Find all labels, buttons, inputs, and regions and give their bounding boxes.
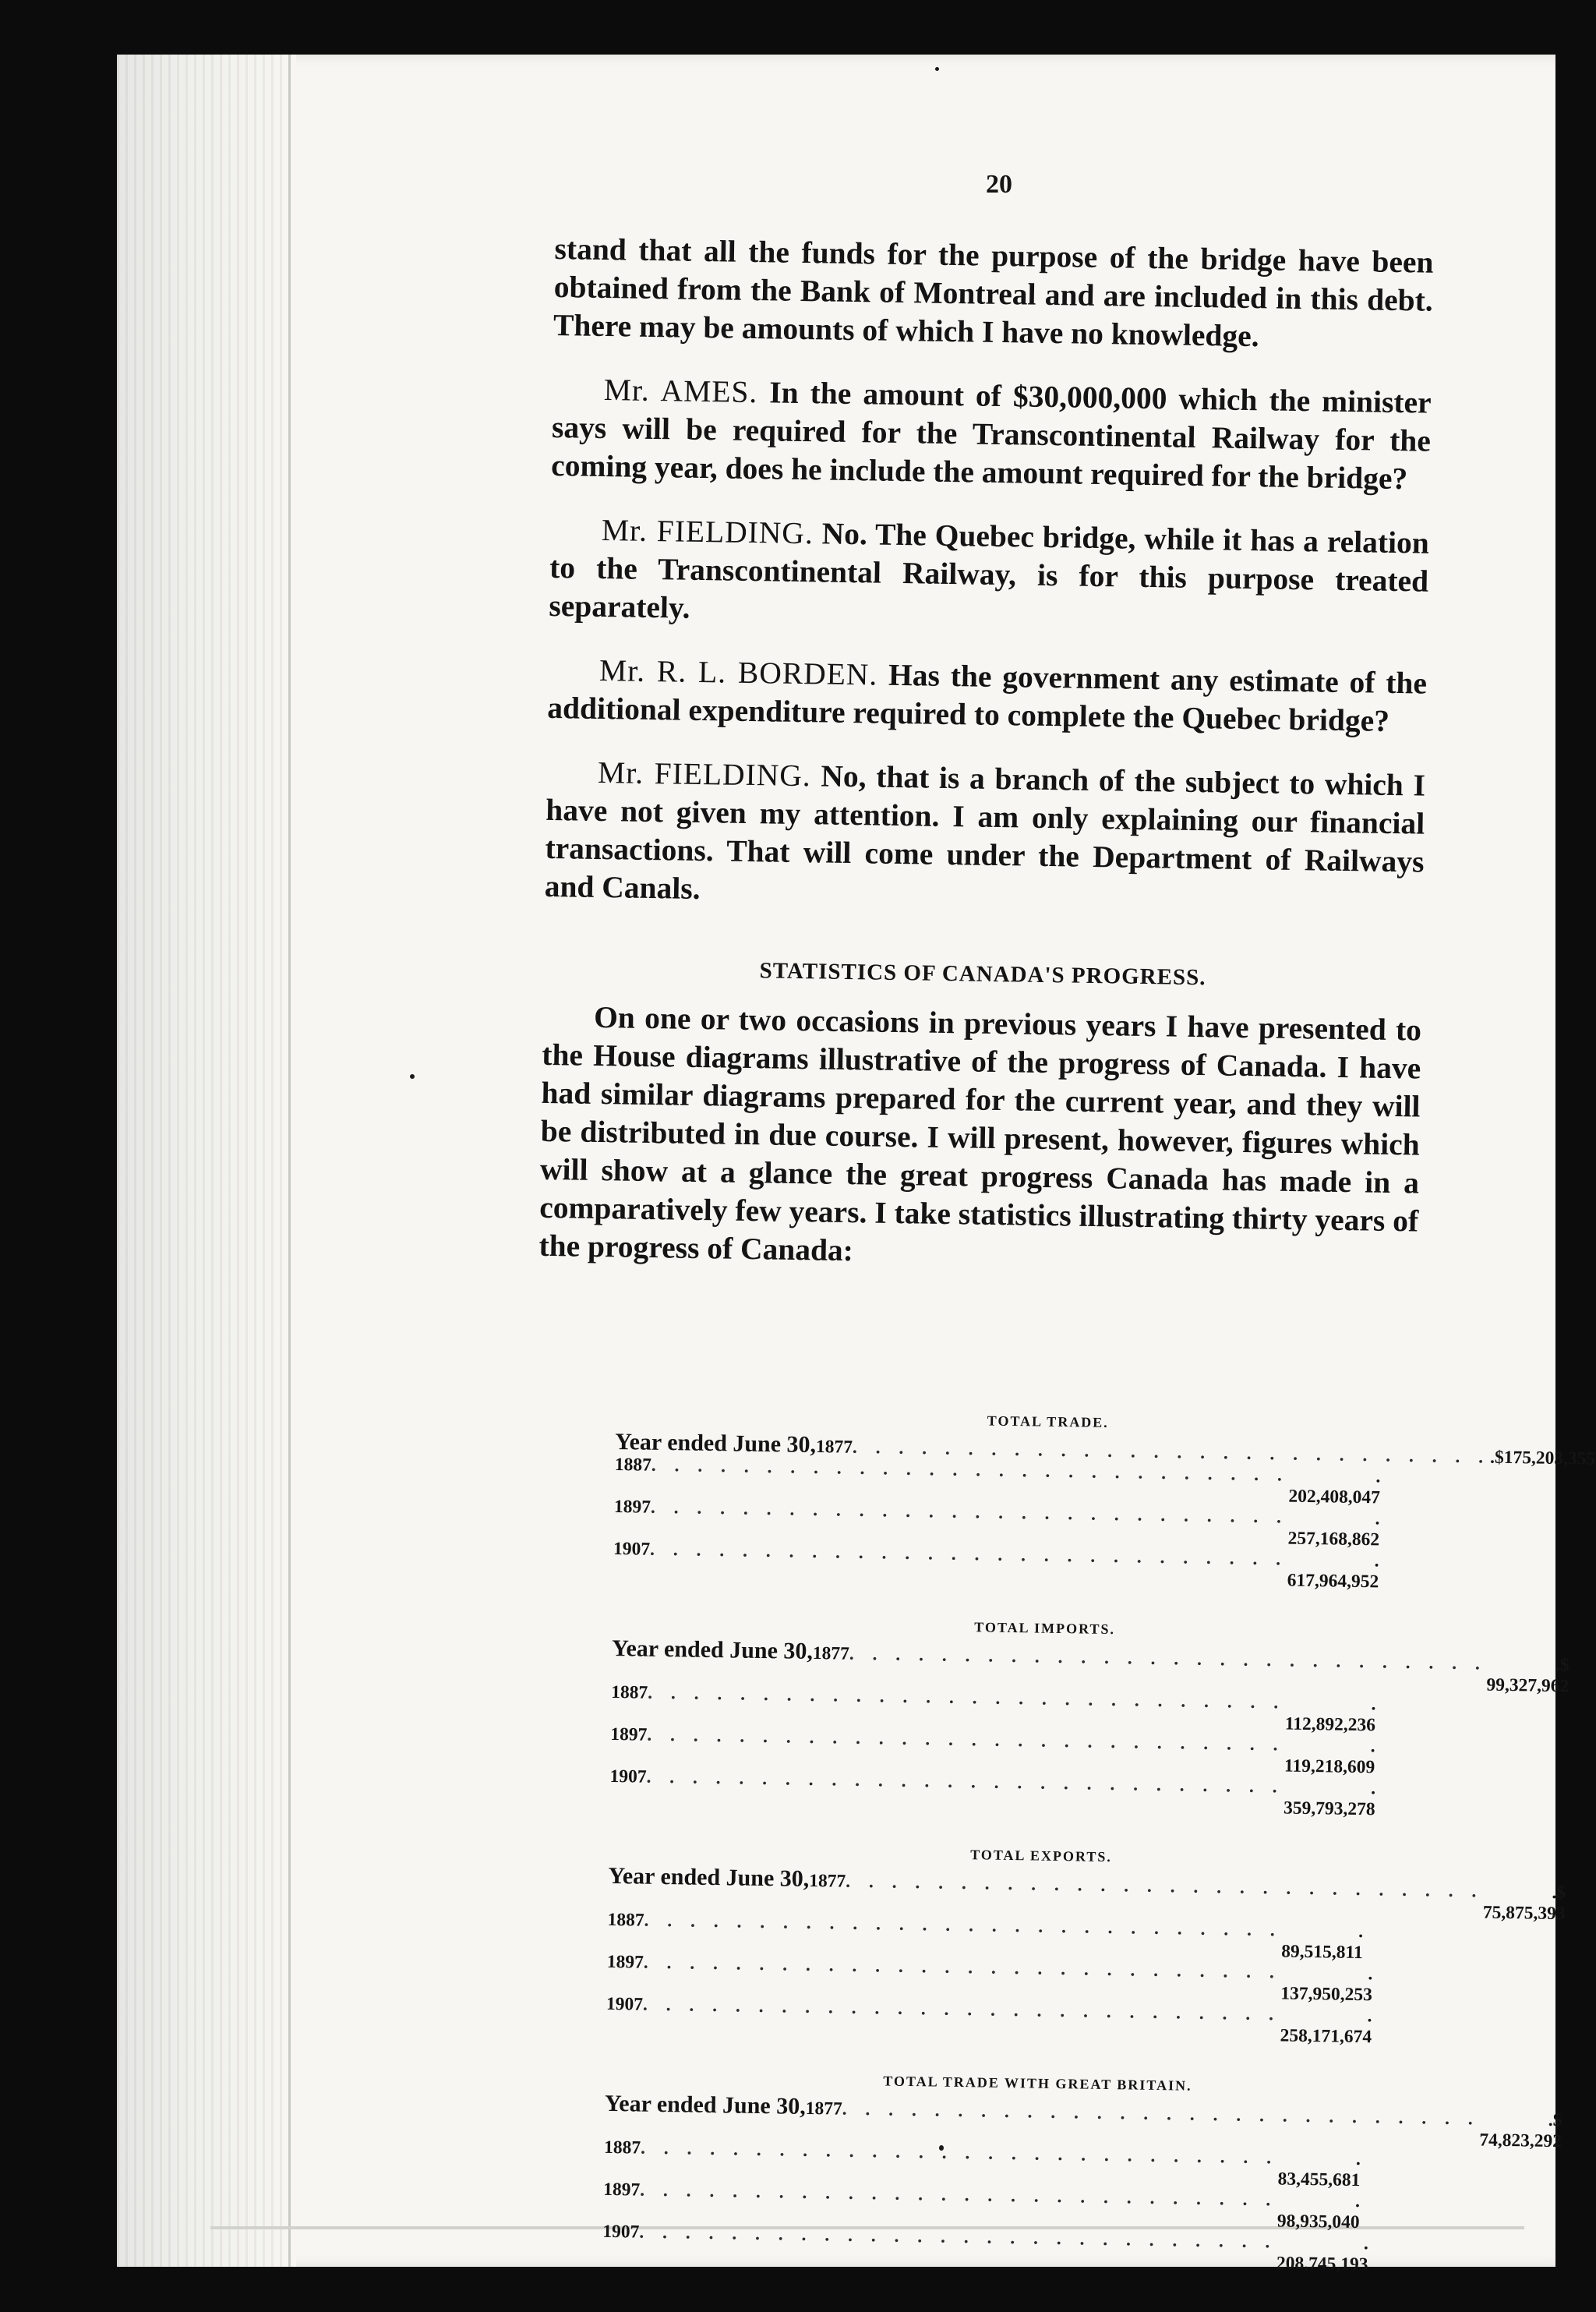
row-value: . 112,892,236 (1284, 1694, 1376, 1736)
table-title: TOTAL EXPORTS. (970, 1847, 1113, 1865)
row-label: Year ended June 30, (608, 1862, 810, 1892)
leader-dots: . . . . . . . . . . . . . . . . . . . . . . . . . . . . (646, 1766, 1284, 1798)
row-year: 1877 (805, 2098, 842, 2119)
row-value: . 83,455,681 (1277, 2149, 1361, 2191)
leader-dots: . . . . . . . . . . . . . . . . . . . . . . . . . . . . (640, 2137, 1279, 2169)
row-year: 1907 (602, 2221, 640, 2243)
row-year: 1887 (603, 2137, 641, 2158)
leader-dots: . . . . . . . . . . . . . . . . . . . . . . . . . . . . (642, 1994, 1281, 2025)
row-label: Year ended June 30, (604, 2090, 807, 2119)
table-total-trade (613, 1407, 1596, 1593)
intro-paragraph: On one or two occasions in previous years I have presented to the House diagrams illustrative of the progress of Canada. I have had similar diagrams prepared for the current year, and they will be distributed in due course. I will present, however, figures which will show at a glance the great progress Canada has made in a comparatively few years. I take statistics illustrating thirty years of the progress of Canada: (538, 999, 1422, 1268)
row-year: 1887 (607, 1909, 644, 1931)
paragraph-1 (551, 370, 1432, 499)
row-year: 1907 (609, 1766, 647, 1787)
row-year: 1887 (611, 1681, 648, 1703)
row-year: 1877 (815, 1437, 853, 1458)
table-title: TOTAL TRADE WITH GREAT BRITAIN. (883, 2073, 1192, 2094)
row-value: . 119,218,609 (1284, 1736, 1375, 1778)
row-value: . 257,168,862 (1287, 1508, 1380, 1550)
speaker-name: Mr. FIELDING. (597, 755, 812, 794)
row-value: . 202,408,047 (1288, 1466, 1381, 1508)
row-value: .$ 75,875,393 (1482, 1882, 1566, 1925)
leader-dots: . . . . . . . . . . . . . . . . . . . . . . . . . . . . (650, 1497, 1289, 1528)
row-year: 1897 (613, 1496, 651, 1518)
section-heading: STATISTICS OF CANADA'S PROGRESS. (759, 958, 1206, 991)
row-year: 1877 (809, 1870, 846, 1892)
print-speck (410, 1074, 415, 1079)
row-year: 1897 (606, 1951, 644, 1973)
row-value: . 89,515,811 (1281, 1921, 1364, 1964)
row-value: . 98,935,040 (1276, 2191, 1361, 2233)
leader-dots: . . . . . . . . . . . . . . . . . . . . . . . . . . . . (649, 1539, 1288, 1570)
row-value: . 208,745,193 (1276, 2233, 1369, 2275)
leader-dots: . . . . . . . . . . . . . . . . . . . . . . . . . . . . (852, 1437, 1491, 1468)
leader-dots: . . . . . . . . . . . . . . . . . . . . . . . . . . . . (648, 1682, 1286, 1713)
leader-dots: . . . . . . . . . . . . . . . . . . . . . . . . . . . . (639, 2222, 1277, 2253)
row-year: 1907 (613, 1538, 651, 1560)
speaker-name: Mr. R. L. BORDEN. (598, 652, 878, 692)
paragraph-0 (553, 230, 1434, 359)
row-value: .$ 99,327,962 (1486, 1654, 1570, 1697)
leader-dots: . . . . . . . . . . . . . . . . . . . . . . . . . . . . (849, 1643, 1488, 1674)
leader-dots: . . . . . . . . . . . . . . . . . . . . . . . . . . . . (647, 1724, 1285, 1755)
page-fold-line (288, 55, 291, 2267)
row-label: Year ended June 30, (611, 1635, 814, 1665)
stacked-page-edges (117, 55, 296, 2267)
paragraph-text: stand that all the funds for the purpose of the bridge have been obtained from the Bank of Montreal and are included in this debt. There may be amounts of which I have no knowledge. (553, 231, 1434, 354)
leader-dots: . . . . . . . . . . . . . . . . . . . . . . . . . . . . (644, 1910, 1282, 1941)
paragraph-text: In the amount of $30,000,000 which the minister says will be required for the Transcontinental Railway for the coming year, does he include the amount required for the bridge? (550, 375, 1432, 497)
row-year: 1897 (610, 1723, 648, 1745)
table-title: TOTAL IMPORTS. (974, 1619, 1116, 1638)
row-year: 1887 (614, 1454, 652, 1476)
row-value: .$175,203,355 (1489, 1447, 1596, 1469)
statistics-tables (602, 1407, 1596, 2308)
speaker-name: Mr. FIELDING. (601, 512, 814, 551)
row-value: . 137,950,253 (1280, 1964, 1373, 2006)
leader-dots: . . . . . . . . . . . . . . . . . . . . . . . . . . . . (640, 2179, 1278, 2211)
page-number: 20 (986, 170, 1012, 199)
leader-dots: . . . . . . . . . . . . . . . . . . . . . . . . . . . . (643, 1952, 1282, 1983)
row-value: . 617,964,952 (1287, 1550, 1379, 1593)
row-year: 1897 (603, 2179, 641, 2201)
table-title: TOTAL TRADE. (987, 1412, 1109, 1430)
print-speck (935, 67, 939, 71)
paragraph-text: No, that is a branch of the subject to which I have not given my attention. I am only explaining our financial transactions. That will come under the Department of Railways and Canals. (544, 758, 1426, 907)
body-text (538, 230, 1434, 1305)
row-year: 1907 (606, 1993, 644, 2015)
row-value: .$ 74,823,292 (1479, 2109, 1562, 2152)
paragraph-3 (547, 651, 1427, 741)
row-year: 1877 (812, 1643, 850, 1664)
row-value: . 359,793,278 (1283, 1778, 1376, 1820)
leader-dots: . . . . . . . . . . . . . . . . . . . . . . . . . . . . (846, 1871, 1484, 1902)
paragraph-text: Has the government any estimate of the additional expenditure required to complete the Quebec bridge? (547, 657, 1428, 738)
leader-dots: . . . . . . . . . . . . . . . . . . . . . . . . . . . . (842, 2098, 1480, 2130)
speaker-name: Mr. AMES. (603, 373, 758, 410)
row-value: . 258,171,674 (1280, 2006, 1372, 2048)
row-label: Year ended June 30, (615, 1428, 817, 1458)
paragraph-2 (549, 511, 1429, 639)
table-total-imports (609, 1614, 1570, 1820)
paragraph-text: No. The Quebec bridge, while it has a relation to the Transcontinental Railway, is for this purpose treated separately. (549, 516, 1430, 625)
table-total-exports (606, 1841, 1566, 2048)
table-trade-great-britain (602, 2069, 1562, 2275)
paragraph-4 (544, 753, 1425, 920)
leader-dots: . . . . . . . . . . . . . . . . . . . . . . . . . . . . (651, 1455, 1290, 1486)
